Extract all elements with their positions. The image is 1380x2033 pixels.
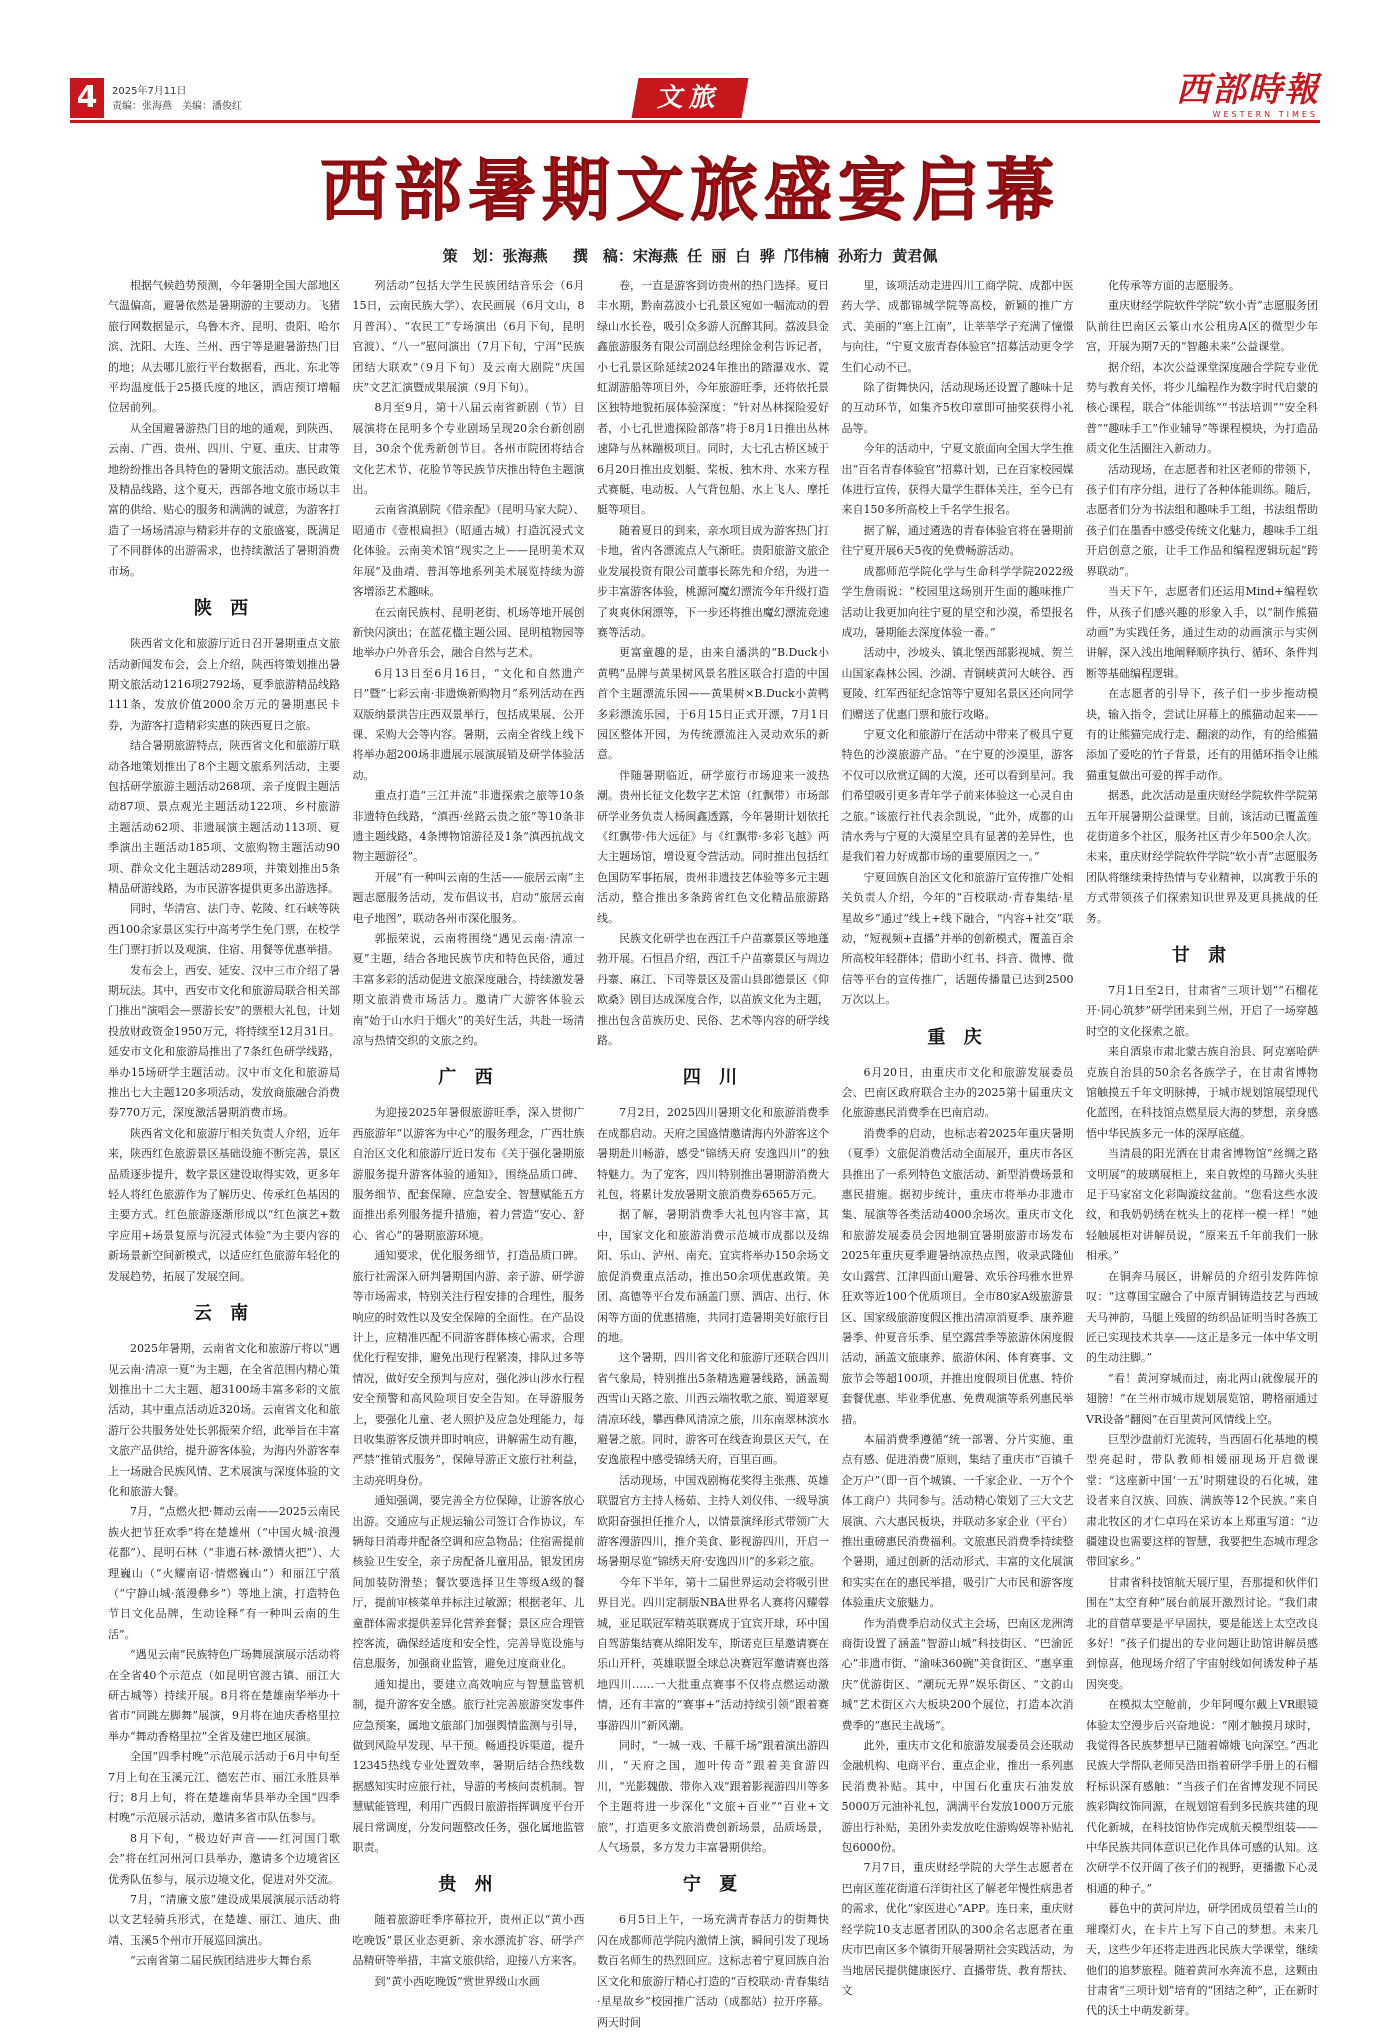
region-heading: 陕 西 <box>193 598 255 620</box>
headline: 西部暑期文旅盛宴启幕 <box>319 152 1060 231</box>
paragraph: 这个暑期，四川省文化和旅游厅还联合四川省气象局，特别推出5条精选避暑线路，涵盖蜀西雪山天路之旅、川西云端牧歌之旅、蜀道翠夏清凉环线，攀西彝风清凉之旅，川东南翠林滨水避暑之旅。同时，游客可在线查询景区天气，在安逸旅程中感受锦绣天府，百里百画。 <box>597 1351 829 1467</box>
paragraph: 结合暑期旅游特点，陕西省文化和旅游厅联动各地策划推出了8个主题文旅系列活动，主要包括研学旅游主题活动268项、亲子度假主题活动87项、景点观光主题活动122项、乡村旅游主题活动62项、非遗展演主题活动113项、夏季演出主题活动185项、文旅购物主题活动90项、群众文化主题活动289项，并策划推出5条精品研游线路，为市民游客提供更多出游选择。 <box>108 739 340 895</box>
paragraph: 6月20日，由重庆市文化和旅游发展委员会、巴南区政府联合主办的2025第十届重庆文化旅游惠民消费季在巴南启动。 <box>841 1065 1074 1120</box>
paragraph: 7月，“清廉文旅”建设成果展演展示活动将以文艺轻骑兵形式，在楚雄、丽江、迪庆、曲靖、玉溪5个州市开展巡回演出。 <box>108 1893 340 1947</box>
article-column <box>108 276 340 1968</box>
paragraph: 从全国避暑游热门目的地的通观，到陕西、云南、广西、贵州、四川、宁夏、重庆、甘肃等地纷纷推出各具特色的暑期文旅活动。惠民政策及精品线路，这个夏天，西部各地文旅市场以丰富的供给、贴心的服务和满满的诚意，为游客打造了一场场清凉与精彩并存的文旅盛宴，既满足了不同群体的出游需求，也持续激活了暑期消费市场。 <box>108 421 340 578</box>
paragraph: 本届消费季遵循“统一部署、分片实施、重点有感、促进消费”原则，集结了重庆市“百镇千企万户”（即一百个城镇、一千家企业、一万个个体工商户）共同参与。活动精心策划了三大文艺展演、六大惠民板块，并联动多家企业（平台）推出重磅惠民消费福利。文旅惠民消费季持续整个暑期，通过创新的活动形式、丰富的文化展演和实实在在的惠民举措，吸引广大市民和游客度体验重庆文旅魅力。 <box>841 1432 1074 1610</box>
paragraph: 通知提出，要建立高效响应与智慧监管机制，提升游客安全感。旅行社完善旅游突发事件应急预案，属地文旅部门加强舆情监测与引导，做到风险早发现、早干预。畅通投诉渠道，提升12345热线专业处置效率，暑期后结合热线数据感知实时应旅行社，导游的考核问责机制。智慧赋能管理，利用广西假日旅游指挥调度平台开展日常调度，分发问题整改任务，强化属地监管职责。 <box>352 1677 585 1855</box>
paragraph: 此外，重庆市文化和旅游发展委员会还联动金融机构、电商平台、重点企业，推出一系列惠民消费补贴。其中，中国石化重庆石油发放5000万元油补礼包，满满平台发放1000万元旅游出行补贴，美团外卖发放吃住游购娱等补贴礼包6000份。 <box>841 1739 1074 1855</box>
paragraph: 据了解，暑期消费季大礼包内容丰富，其中，国家文化和旅游消费示范城市成都以及绵阳、乐山、泸州、南充、宜宾将举办150余场文旅促消费重点活动，推出50余项优惠政策。美团、高德等平台发布涵盖门票、酒店、出行、休闲等方面的优惠措施，共同打造暑期美好旅行目的地。 <box>597 1208 829 1344</box>
paragraph: 在云南民族村、昆明老街、机场等地开展创新快闪演出；在蓝花楹主题公园、昆明植物园等地举办户外音乐会，融合自然与艺术。 <box>352 605 585 660</box>
paragraph: 当天下午，志愿者们还运用Mind+编程软件，从孩子们感兴趣的形象入手，以“制作熊猫动画”为实践任务，通过生动的动画演示与实例讲解，深入浅出地阐释顺序执行、循环、条件判断等基础编程逻辑。 <box>1086 585 1318 680</box>
paragraph: 成都师范学院化学与生命科学学院2022级学生詹雨说：“校园里这场别开生面的趣味推广活动让我更加向往宁夏的星空和沙漠，希望报名成功，暑期能去深度体验一番。” <box>841 564 1074 639</box>
article-column <box>597 276 829 2029</box>
paragraph: 甘肃省科技馆航天展厅里，吾那提和伙伴们围在“太空育种”展台前展开激烈讨论。“我们肃北的苜蓿草要是平早固扶，要是能送上太空改良多好！”孩子们提出的专业问题让助馆讲解员感到惊喜，他现场介绍了宇宙射线如何诱发种子基因突变。 <box>1086 1575 1318 1691</box>
paragraph: 随着旅游旺季序幕拉开，贵州正以“黄小西吃晚饭”景区业态更新、亲水漂流扩容、研学产品精研等举措，丰富文旅供给，迎接八方来客。 <box>352 1913 585 1968</box>
paragraph: 伴随暑期临近，研学旅行市场迎来一波热潮。贵州长征文化数字艺术馆（红飘带）市场部研学业务负责人杨闽鑫透露，今年暑期计划依托《红飘带·伟大远征》与《红飘带·多彩飞越》两大主题场馆，增设夏令营活动。同时推出包括红色国防军事拓展，贵州非遗技艺体验等多元主题活动，整合推出多条跨省红色文化精品旅游路线。 <box>597 768 829 925</box>
paragraph: 民族文化研学也在西江千户苗寨景区等地蓬勃开展。石恒昌介绍，西江千户苗寨景区与周边丹寨、麻江、下司等景区及雷山县郎德景区《仰欧桑》剧目达成深度合作，以苗族文化为主题，推出包含苗族历史、民俗、艺术等内容的研学线路。 <box>597 932 829 1048</box>
paragraph: 郭振荣说，云南将围绕“遇见云南·清凉一夏”主题，结合各地民族节庆和特色民俗，通过丰富多彩的活动促进文旅深度融合，持续激发暑期文旅消费市场活力。邀请广大游客体验云南“始于山水归于烟火”的美好生活，共赴一场清凉与热情交织的文旅之约。 <box>352 932 585 1048</box>
paragraph: 作为消费季启动仪式主会场，巴南区龙洲湾商街设置了涵盖“智游山城”科技街区、“巴渝匠心”非遗市街、“渝味360碗”美食街区、“惠享重庆”优游街区、“潮玩无界”娱乐街区、“文韵山城”艺术街区六大板块200个展位，打造本次消费季的“惠民主战场”。 <box>841 1616 1074 1732</box>
paragraph: 在模拟太空舱前，少年阿嘎尔戴上VR眼镜体验太空漫步后兴奋地说：“刚才触摸月球时，我觉得各民族梦想早已随着嫦娥飞向深空。”西北民族大学帮队老师吴浩田指着研学手册上的石榴籽标识深有感触：“当孩子们在省博发现不同民族彩陶纹饰同源，在规划馆看到多民族共建的现代化新城，在科技馆协作完成航天模型组装——中华民族共同体意识已化作具体可感的认知。这次研学不仅开阔了孩子们的视野，更播撒下心灵相通的种子。” <box>1086 1698 1318 1895</box>
paragraph: 卷，一直是游客到访贵州的热门选择。夏日丰水期，黔南荔波小七孔景区宛如一幅流动的碧绿山水长卷，吸引众多游人沉醉其间。荔波县金鑫旅游服务有限公司副总经理徐金利告诉记者，小七孔景区除延续2024年推出的踏瀑戏水、霓虹湖游船等项目外，今年旅游旺季，还将依托景区独特地貌拓展体验深度：“针对丛林探险爱好者，小七孔世遗探险部落”将于8月1日推出丛林速降与丛林蹦极项目。同时，大七孔古桥区域于6月20日推出皮划艇、桨板、独木舟、水来方程式赛艇、电动板、人气背包船、水上飞人、摩托艇等项目。 <box>597 279 829 517</box>
paragraph: 消费季的启动，也标志着2025年重庆暑期（夏季）文旅促消费活动全面展开，重庆市各区县推出了一系列特色文旅活动、新型消费场景和惠民措施。据初步统计，重庆市将举办非遗市集、展演等各类活动4000余场次。重庆市文化和旅游发展委员会因地制宜暑期旅游市场发布2025年重庆夏季避暑纳凉热点图，收录武隆仙女山露营、江津四面山避暑、欢乐谷玛雅水世界狂欢等近100个优质项目。全市80家A级旅游景区、国家级旅游度假区推出清凉消夏季、康养避暑季、仲夏音乐季、星空露营季等旅游休闲度假活动，涵盖文旅康养、旅游休闲、体育赛事、文旅节会等超100项，并推出度假项目优惠、特价套餐优惠、毕业季优惠、免费观演等系列惠民举措。 <box>841 1126 1074 1426</box>
paragraph: 在志愿者的引导下，孩子们一步步拖动模块，输入指令，尝试让屏幕上的熊猫动起来——有的让熊猫完成行走、翻滚的动作，有的给熊猫添加了爱吃的竹子背景，还有的用循环指令让熊猫重复做出可爱的挥手动作。 <box>1086 687 1318 782</box>
region-heading: 广 西 <box>438 1067 499 1089</box>
byline-plan: 策 划：张海燕 <box>442 247 548 265</box>
paragraph: 里，该项活动走进四川工商学院、成都中医药大学、成都锦城学院等高校，新颖的推广方式、美丽的“塞上江南”，让莘莘学子充满了憧憬与向往，“宁夏文旅青春体验官”招募活动更令学生们心动不已。 <box>841 279 1074 374</box>
region-heading: 贵 州 <box>438 1874 499 1896</box>
paragraph: 7月，“点燃火把·舞动云南——2025云南民族火把节狂欢季”将在楚雄州（“中国火城·浪漫花都”）、昆明石林（“非遗石林·激情火把”）、大理巍山（“火耀南诏·情燃巍山”）和丽江宁蒗（“宁静山城·蒗漫彝乡”）等地上演，打造特色节日文化品牌，生动诠释“有一种叫云南的生活”。 <box>108 1505 340 1641</box>
paragraph: 开展“有一种叫云南的生活——旅居云南”主题志愿服务活动，发布倡议书，启动“旅居云南电子地图”，联动各州市深化服务。 <box>352 870 585 925</box>
paragraph: 为迎接2025年暑假旅游旺季，深入贯彻广西旅游年“以游客为中心”的服务理念，广西壮族自治区文化和旅游厅近日发布《关于强化暑期旅游服务提升游客体验的通知》，围绕品质口碑、服务细节、配套保障、应急安全、智慧赋能五方面推出系列服务提升措施，着力营造“安心、舒心、省心”的暑期旅游环境。 <box>352 1106 585 1242</box>
article-column <box>352 276 585 1988</box>
paragraph: 宁夏文化和旅游厅在活动中带来了极具宁夏特色的沙漠旅游产品。“在宁夏的沙漠里，游客不仅可以欣赏辽阔的大漠，还可以看到星河。我们希望吸引更多青年学子前来体验这一心灵自由之旅。”该旅行社代表余凯说，“此外，成都的山清水秀与宁夏的大漠星空具有显著的差异性，也是我们着力好成都市场的重要原因之一。” <box>841 727 1074 864</box>
paragraph: 7月2日，2025四川暑期文化和旅游消费季在成都启动。天府之国盛情邀请海内外游客这个暑期赴川畅游，感受“锦绣天府 安逸四川”的独特魅力。为了宠客，四川特别推出暑期游消费大礼包，将累计发放暑期文旅消费券6565万元。 <box>597 1106 829 1202</box>
paragraph: 云南省滇剧院《借亲配》（昆明马家大院）、昭通市《壹根扁担》（昭通古城）打造沉浸式文化体验。云南美术馆“现实之上——昆明美术双年展”及曲靖、普洱等地系列美术展览持续为游客增添艺术趣味。 <box>352 503 585 599</box>
paragraph: 重庆财经学院软件学院“软小青”志愿服务团队前往巴南区云篆山水公租房A区的微型少年宫，开展为期7天的“智趣未来”公益课堂。 <box>1086 299 1318 354</box>
paragraph: 通知要求，优化服务细节，打造品质口碑。旅行社需深入研判暑期国内游、亲子游、研学游等市场需求，特别关注行程安排的合理性，服务响应的时效性以及安全保障的全面性。在产品设计上，应精准匹配不同游客群体核心需求，合理优化行程安排，避免出现行程紧凑，排队过多等情况，做好安全预判与应对，强化涉山涉水行程安全预警和高风险项目安全告知。在导游服务上，要强化儿童、老人照护及应急处理能力，每日收集游客反馈并即时响应，讲解需生动有趣，严禁“推销式服务”，保障导游正文旅行社利益，主动亮明身份。 <box>352 1249 585 1487</box>
newspaper-logo-subtitle: WESTERN TIMES <box>1212 110 1318 119</box>
paragraph: “云南省第二届民族团结进步大舞台系 <box>130 1954 312 1968</box>
paragraph: 7月1日至2日，甘肃省“三项计划”“石榴花开·同心筑梦”研学团来到兰州，开启了一场穿越时空的文化探索之旅。 <box>1086 984 1318 1038</box>
region-heading: 重 庆 <box>927 1026 988 1048</box>
paragraph: 更富童趣的是，由来自潘洪的“B.Duck小黄鸭”品牌与黄果树风景名胜区联合打造的中国首个主题漂流乐园——黄果树×B.Duck小黄鸭多彩漂流乐园，于6月15日正式开漂，7月1日园区整体开园，为传统漂流注入灵动欢乐的新意。 <box>597 646 829 762</box>
paragraph: 6月13日至6月16日，“文化和自然遗产日”暨“七彩云南·非遗焕新购物月”系列活动在西双版纳景洪告庄西双景举行，包括成果展、公开课、采购大会等内容。暑期，云南全省线上线下将举办超200场非遗展示展演展销及研学体验活动。 <box>352 666 585 782</box>
paragraph: 活动现场，在志愿者和社区老师的带领下，孩子们有序分组，进行了各种体能训练。随后，志愿者们分为书法组和趣味手工组，书法组帮助孩子们在墨香中感受传统文化魅力，趣味手工组开启创意之旅，让手工作品和编程逻辑玩起“跨界联动”。 <box>1086 462 1318 578</box>
paragraph: 陕西省文化和旅游厅相关负责人介绍，近年来，陕西红色旅游景区基础设施不断完善，景区品质逐步提升，数字景区建设取得实效，更多年轻人将红色旅游作为了解历史、传承红色基因的主要方式。红色旅游逐渐形成以“红色演艺+数字应用+场景复原与沉浸式体验”为主要内容的新场景新空间新模式，以适应红色旅游年轻化的发展趋势，拓展了发展空间。 <box>108 1126 340 1283</box>
paragraph: 根据气候趋势预测，今年暑期全国大部地区气温偏高，避暑依然是暑期游的主要动力。飞猪旅行网数据显示，乌鲁木齐、昆明、贵阳、哈尔滨、沈阳、大连、兰州、西宁等是避暑游热门目的地；从去哪儿旅行平台数据看，西北、东北等平均温度低于25摄氏度的地区，酒店预订增幅位居前列。 <box>108 279 340 415</box>
paragraph: 8月至9月，第十八届云南省新剧（节）目展演将在昆明多个专业剧场呈现20余台新创剧目，30余个优秀新创节目。各州市院团将结合文化艺术节、花脸节等民族节庆推出特色主题演出。 <box>352 401 585 497</box>
article-body <box>108 276 1318 2029</box>
paragraph: 在铜奔马展区，讲解员的介绍引发阵阵惊叹：“这尊国宝融合了中原青铜铸造技艺与西域天马神韵，马腿上残留的纺织品证明当时各族工匠已实现技术共享——这正是多元一体中华文明的生动注脚。” <box>1086 1269 1318 1365</box>
region-heading: 宁 夏 <box>682 1874 744 1896</box>
paragraph: 陕西省文化和旅游厅近日召开暑期重点文旅活动新闻发布会，会上介绍，陕西将策划推出暑期文旅活动1216项2792场，夏季旅游精品线路111条，发放价值2000余万元的暑期惠民卡券，为游客打造精彩实惠的陕西夏日之旅。 <box>108 637 340 732</box>
newspaper-logo: 西部時報 <box>1176 70 1320 110</box>
paragraph: 今年下半年，第十二届世界运动会将吸引世界目光。四川定制版NBA世界名人赛将闪耀蓉城，亚足联冠军精英联赛成于宜宾开球，环中国自驾游集结赛从绵阳发车，斯诺克巨星邀请赛在乐山开杆，英雄联盟全球总决赛冠军邀请赛也落地四川……一大批重点赛事不仅将点燃运动激情，还有丰富的“赛事+”活动持续引领“跟着赛事游四川”新风潮。 <box>597 1575 829 1732</box>
paragraph: 活动中，沙坡头、镇北堡西部影视城、贺兰山国家森林公园、沙湖、青铜峡黄河大峡谷、西夏陵、红军西征纪念馆等宁夏知名景区还向同学们赠送了优惠门票和旅行攻略。 <box>841 646 1074 721</box>
paragraph: 重点打造“三江并流”非遗探索之旅等10条非遗特色线路，“滇西·丝路云贵之旅”等10条非遗主题线路，4条博物馆游径及1条“滇西抗战文物主题游径”。 <box>352 789 585 864</box>
paragraph: 同时，“一城一戏、千幕千场”跟着演出游四川，“天府之国，迦叶传奇”跟着美食游四川，“光影魏傲、带你入戏”跟着影视游四川等多个主题将进一步深化“文旅+百业”“百业+文旅”，打造更多文旅消费创新场景，品质场景，人气场景，多方发力丰富暑期供给。 <box>597 1739 829 1855</box>
paragraph: 列活动”包括大学生民族团结音乐会（6月15日，云南民族大学）、农民画展（6月文山，8月普洱）、“农民工”专场演出（6月下旬，昆明官渡）、“八一”慰问演出（7月下旬，宁洱“民族团结大联欢”（9月下旬）及云南大剧院“庆国庆”文艺汇演暨成果展演（9月下旬）。 <box>352 279 585 395</box>
paragraph: 全国“四季村晚”示范展示活动于6月中旬至7月上旬在玉溪元江、德宏芒市、丽江永胜县举行；8月上旬，将在楚雄南华县举办全国“四季村晚”示范展示活动，邀请多省市队伍参与。 <box>108 1750 340 1825</box>
article-column <box>1086 276 1318 2018</box>
paragraph: 暮色中的黄河岸边，研学团成员望着兰山的璀璨灯火，在卡片上写下自己的梦想。未来几天，这些少年还将走进西北民族大学课堂，继续他们的追梦旅程。随着黄河水奔流不息，这颗由甘肃省“三项计划”培育的“团结之种”，正在新时代的沃土中萌发新芽。 <box>1086 1902 1318 2018</box>
article-column <box>841 276 1074 1997</box>
paragraph: 2025年暑期，云南省文化和旅游厅将以“遇见云南·清凉一夏”为主题，在全省范围内精心策划推出十二大主题、超3100场丰富多彩的文旅活动，其中重点活动近320场。云南省文化和旅游厅公共服务处处长郭振荣介绍，此举旨在丰富文旅产品供给，提升游客体验，为海内外游客奉上一场融合民族风情、艺术展演与深度体验的文化和旅游大餐。 <box>108 1342 340 1498</box>
paragraph: 6月5日上午，一场充满青春活力的街舞快闪在成都师范学院内激情上演，瞬间引发了现场数百名师生的热烈回应。这标志着宁夏回族自治区文化和旅游厅精心打造的“百校联动·青春集结·星星故乡”校园推广活动（成都站）拉开序幕。两天时间 <box>597 1913 829 2029</box>
paragraph: 巨型沙盘前灯光流转，当西固石化基地的模型亮起时，带队教师相媛丽现场开启微课堂：“这座新中国‘一五’时期建设的石化城，建设者来自汉族、回族、满族等12个民族。”来自肃北牧区的才仁卓玛在采访本上郑重写道：“边疆建设也需要这样的智慧，我要把生态城市理念带回家乡。” <box>1086 1432 1318 1569</box>
paragraph: 化传承等方面的志愿服务。 <box>1108 279 1240 292</box>
paragraph: 到“黄小西吃晚饭”赏世界级山水画 <box>374 1974 540 1988</box>
paragraph: “遇见云南”民族特色广场舞展演展示活动将在全省40个示范点（如昆明官渡古镇、丽江大研古城等）持续开展。8月将在楚雄南华举办十省市“同跳左脚舞”展演，9月将在迪庆香格里拉举办“舞动香格里拉”全省及建巴地区展演。 <box>108 1648 340 1743</box>
section-badge: 文旅 <box>631 78 748 118</box>
issue-date: 2025年7月11日 <box>112 86 187 97</box>
paragraph: 来自酒泉市肃北蒙古族自治县、阿克塞哈萨克族自治县的50余名各族学子，在甘肃省博物馆触摸五千年文明脉搏，于城市规划馆展望现代化蓝图，在科技馆点燃星辰大海的梦想，亲身感悟中华民族多元一体的深厚底蕴。 <box>1086 1045 1318 1140</box>
byline-writers: 撰 稿：宋海燕 任 丽 白 骅 邝伟楠 孙珩力 黄君佩 <box>572 247 938 265</box>
paragraph: 随着夏日的到来，亲水项目成为游客热门打卡地，省内各漂流点人气渐旺。贵阳旅游文旅企业发展投资有限公司董事长陈先和介绍，为进一步丰富游客体验，桃源河魔幻漂流今年升级打造了爽爽休闲漂等，下一步还将推出魔幻漂流竞速赛等活动。 <box>597 523 829 639</box>
paragraph: 除了街舞快闪，活动现场还设置了趣味十足的互动环节，如集齐5枚印章即可抽奖获得小礼品等。 <box>841 381 1074 435</box>
paragraph: 8月下旬，“极边好声音——红河国门歌会”将在红河州河口县举办，邀请多个边境省区优秀队伍参与，展示边境文化，促进对外交流。 <box>108 1831 340 1886</box>
paragraph: 今年的活动中，宁夏文旅面向全国大学生推出“百名青春体验官”招募计划，已在百家校园媒体进行宣传，获得大量学生群体关注，至今已有来自150多所高校上千名学生报名。 <box>841 442 1074 517</box>
region-heading: 四 川 <box>682 1067 744 1089</box>
paragraph: 据了解，通过遴选的青春体验官将在暑期前往宁夏开展6天5夜的免费畅游活动。 <box>841 523 1074 558</box>
paragraph: 宁夏回族自治区文化和旅游厅宣传推广处相关负责人介绍，今年的“百校联动·青春集结·星星故乡”通过“线上+线下融合，“内容+社交”联动，“短视频+直播”并举的创新模式，覆盖百余所高校年轻群体；借助小红书、抖音、微博、微信等平台的宣传推广，话题传播量已达到2500万次以上。 <box>841 870 1074 1007</box>
editor-credits: 责编：张海燕 美编：潘俊红 <box>112 101 242 112</box>
paragraph: 通知强调，要完善全方位保障，让游客放心出游。交通应与正规运输公司签订合作协议，车辆每日消毒并配备空调和应急物品；住宿需提前核验卫生安全，亲子房配备儿童用品，银发团房间加装防滑垫；餐饮要选择卫生等级A级的餐厅，提前审核菜单并标注过敏源；根据老年、儿童群体需求提供差异化营养套餐；景区应合理管控客流，确保经适度和安全性，完善导览设施与信息服务，加强商业监管，避免过度商业化。 <box>352 1494 585 1671</box>
region-heading: 云 南 <box>193 1303 255 1325</box>
paragraph: 据悉，此次活动是重庆财经学院软件学院第五年开展暑期公益课堂。目前，该活动已覆盖莲花街道多个社区，服务社区青少年500余人次。未来，重庆财经学院软件学院“软小青”志愿服务团队将继续秉持热情与专业精神，以寓教于乐的方式带领孩子们探索知识世界及更具挑战的任务。 <box>1086 789 1318 925</box>
paragraph: 发布会上，西安、延安、汉中三市介绍了暑期玩法。其中，西安市文化和旅游局联合相关部门推出“演唱会—票游长安”的票根大礼包，计划投放财政资金1950万元，将持续至12月31日。延安市文化和旅游局推出了7条红色研学线路，举办15场研学主题活动。汉中市文化和旅游局推出七大主题120多项活动，发放商旅融合消费券770万元，深度激活暑期消费市场。 <box>108 963 340 1120</box>
paragraph: 同时，华清宫、法门寺、乾陵、红石峡等陕西100余家景区实行中高考学生免门票，在校学生门票打折以及观演、住宿、用餐等优惠举措。 <box>108 902 340 957</box>
paragraph: 7月7日，重庆财经学院的大学生志愿者在巴南区莲花街道石洋街社区了解老年慢性病患者的需求，优化“家医进心”APP。连日来，重庆财经学院10支志愿者团队的300余名志愿者在重庆市巴南区多个镇街开展暑期社会实践活动，为当地居民提供健康医疗、直播带货、教育帮扶、文 <box>841 1861 1074 1997</box>
page-number: 4 <box>70 78 104 118</box>
paragraph: 据介绍，本次公益课堂深度融合学院专业优势与教育关怀，将少儿编程作为数字时代启蒙的核心课程，联合“体能训练”“书法培训”“安全科普”“趣味手工”作业辅导”等课程模块，为打造品质文化生活圈注入新动力。 <box>1086 360 1318 456</box>
paragraph: 当清晨的阳光洒在甘肃省博物馆“丝绸之路文明展”的玻璃展柜上，来自敦煌的马蹄火头驻足于马家窑文化彩陶漩纹盆前。“您看这些水波纹，和我奶奶绣在枕头上的花样一模一样！”她轻触展柜对讲解员说，“原来五千年前我们一脉相承。” <box>1086 1147 1318 1263</box>
header-divider <box>70 120 1320 123</box>
paragraph: “看！黄河穿城而过，南北两山就像展开的翅膀！”在兰州市城市规划展览馆，聘格丽通过VR设备“翻阅”在百里黄河风情线上空。 <box>1086 1371 1318 1426</box>
paragraph: 活动现场，中国戏剧梅花奖得主张燕、英雄联盟官方主持人杨茹、主持人刘仪伟、一级导演欧阳奋强担任推介人，以情景演绎形式带领广大游客漫游四川，推介美食、影视游四川，开启一场暑期尽览“锦绣天府·安逸四川”的多彩之旅。 <box>597 1473 829 1569</box>
byline <box>0 246 1380 266</box>
region-heading: 甘 肃 <box>1171 945 1233 966</box>
header-info <box>112 84 242 114</box>
page-header <box>0 0 1380 120</box>
